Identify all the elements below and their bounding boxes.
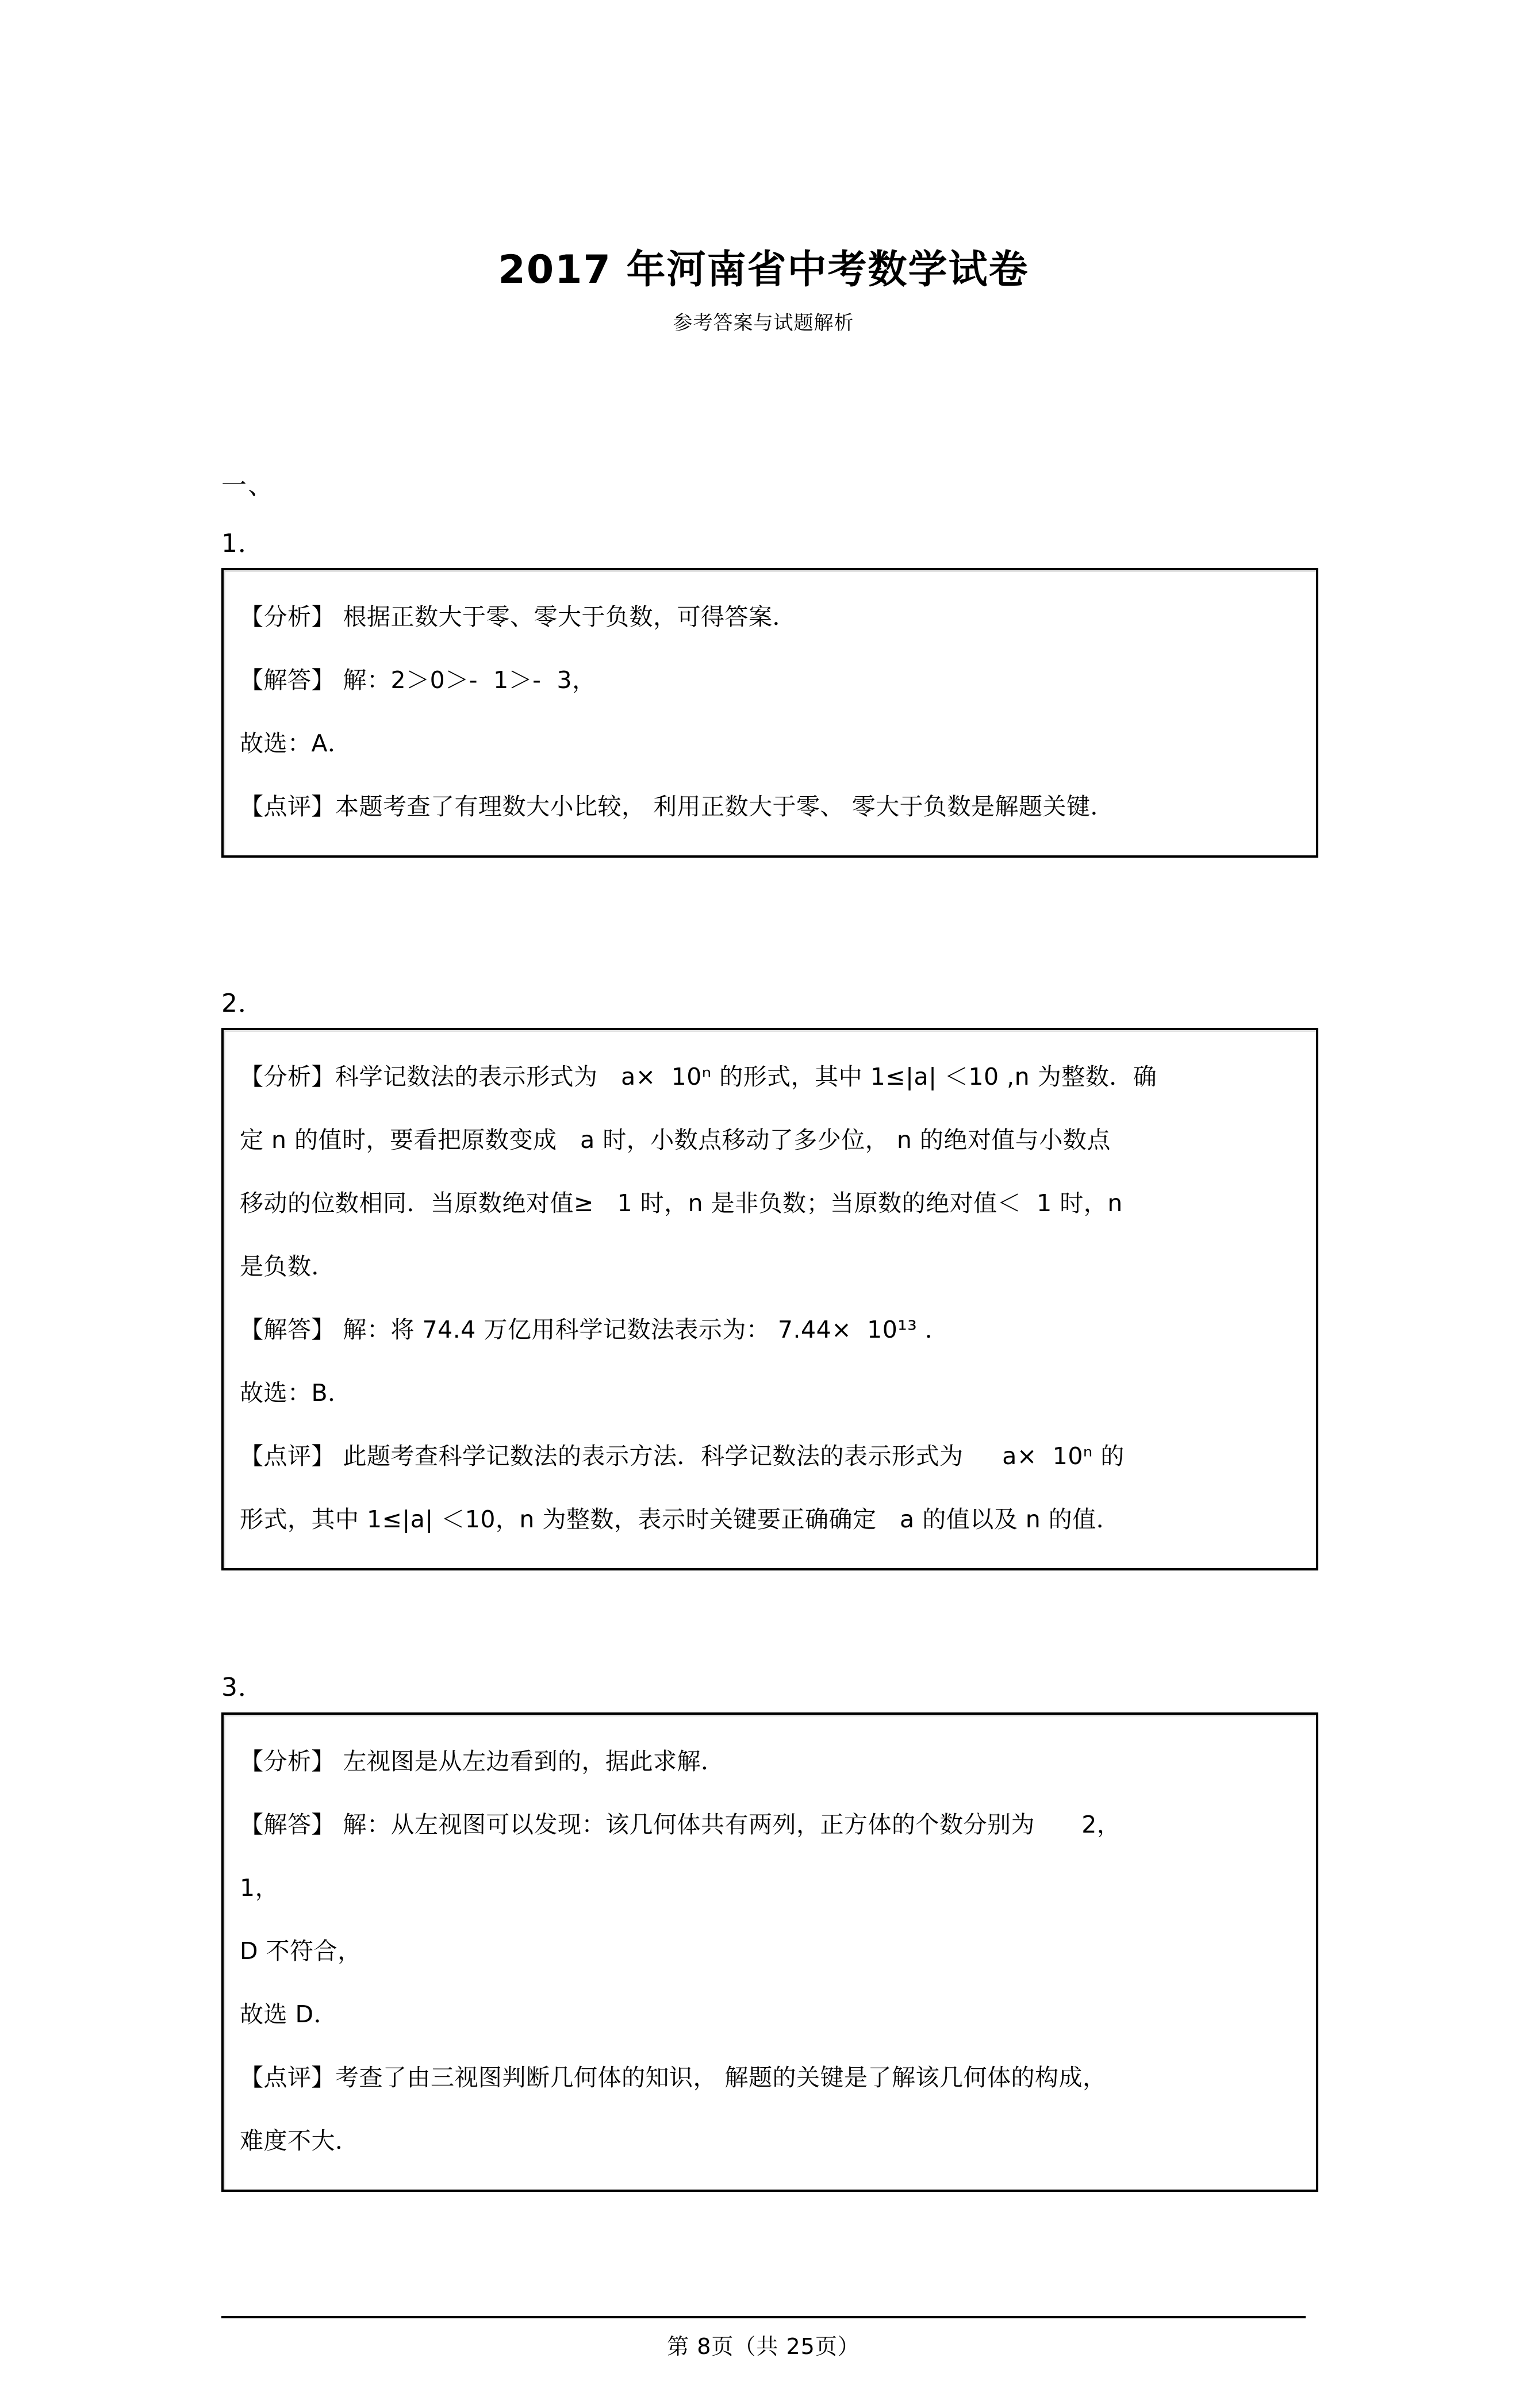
choice-line: 故选 D． <box>240 2000 338 2028</box>
answer-box-2 <box>221 1028 1318 1570</box>
comment-line: 【点评】 此题考查科学记数法的表示方法．科学记数法的表示形式为 a× 10ⁿ 的 <box>240 1442 1125 1470</box>
solution-line-cont: D 不符合， <box>240 1937 362 1965</box>
analysis-line-cont: 定 n 的值时，要看把原数变成 a 时，小数点移动了多少位， n 的绝对值与小数点 <box>240 1126 1111 1154</box>
comment-line-cont: 难度不大． <box>240 2126 359 2154</box>
footer-divider <box>221 2316 1306 2318</box>
solution-line: 【解答】 解：将 74.4 万亿用科学记数法表示为： 7.44× 10¹³ ． <box>240 1316 949 1344</box>
answer-box-1 <box>221 568 1318 858</box>
solution-line-cont: 1， <box>240 1873 279 1902</box>
question-number-1: 1． <box>221 528 264 558</box>
comment-line: 【点评】本题考查了有理数大小比较， 利用正数大于零、 零大于负数是解题关键． <box>240 793 1115 821</box>
question-number-3: 3． <box>221 1673 264 1703</box>
analysis-line-cont: 移动的位数相同．当原数绝对值≥ 1 时，n 是非负数；当原数的绝对值＜ 1 时，n <box>240 1189 1123 1218</box>
content-column <box>209 472 1318 2192</box>
comment-line: 【点评】考查了由三视图判断几何体的知识， 解题的关键是了解该几何体的构成， <box>240 2063 1107 2091</box>
analysis-line: 【分析】 左视图是从左边看到的，据此求解． <box>240 1747 725 1775</box>
page-title: 2017 年河南省中考数学试卷 <box>498 247 1029 293</box>
page-number: 第 8页（共 25页） <box>667 2334 860 2359</box>
section-heading: 一、 <box>221 471 274 501</box>
document-page <box>0 247 1527 2408</box>
page-footer <box>0 2264 1527 2408</box>
choice-line: 故选：A． <box>240 729 352 758</box>
title-block <box>0 247 1527 335</box>
answer-box-3 <box>221 1712 1318 2192</box>
spacer <box>221 858 1318 960</box>
solution-line: 【解答】 解：2＞0＞- 1＞- 3， <box>240 666 596 694</box>
page-subtitle: 参考答案与试题解析 <box>673 312 854 335</box>
solution-line: 【解答】 解：从左视图可以发现：该几何体共有两列，正方体的个数分别为 2， <box>240 1810 1121 1838</box>
analysis-line-cont: 是负数． <box>240 1253 335 1281</box>
comment-line-cont: 形式，其中 1≤|a| ＜10，n 为整数，表示时关键要正确确定 a 的值以及 n 的值． <box>240 1506 1121 1534</box>
question-number-2: 2． <box>221 989 264 1019</box>
analysis-line: 【分析】 根据正数大于零、零大于负数，可得答案． <box>240 603 797 631</box>
analysis-line: 【分析】科学记数法的表示形式为 a× 10ⁿ 的形式，其中 1≤|a| ＜10 ,n 为整数．确 <box>240 1063 1157 1091</box>
spacer <box>221 1570 1318 1644</box>
choice-line: 故选：B． <box>240 1379 352 1407</box>
